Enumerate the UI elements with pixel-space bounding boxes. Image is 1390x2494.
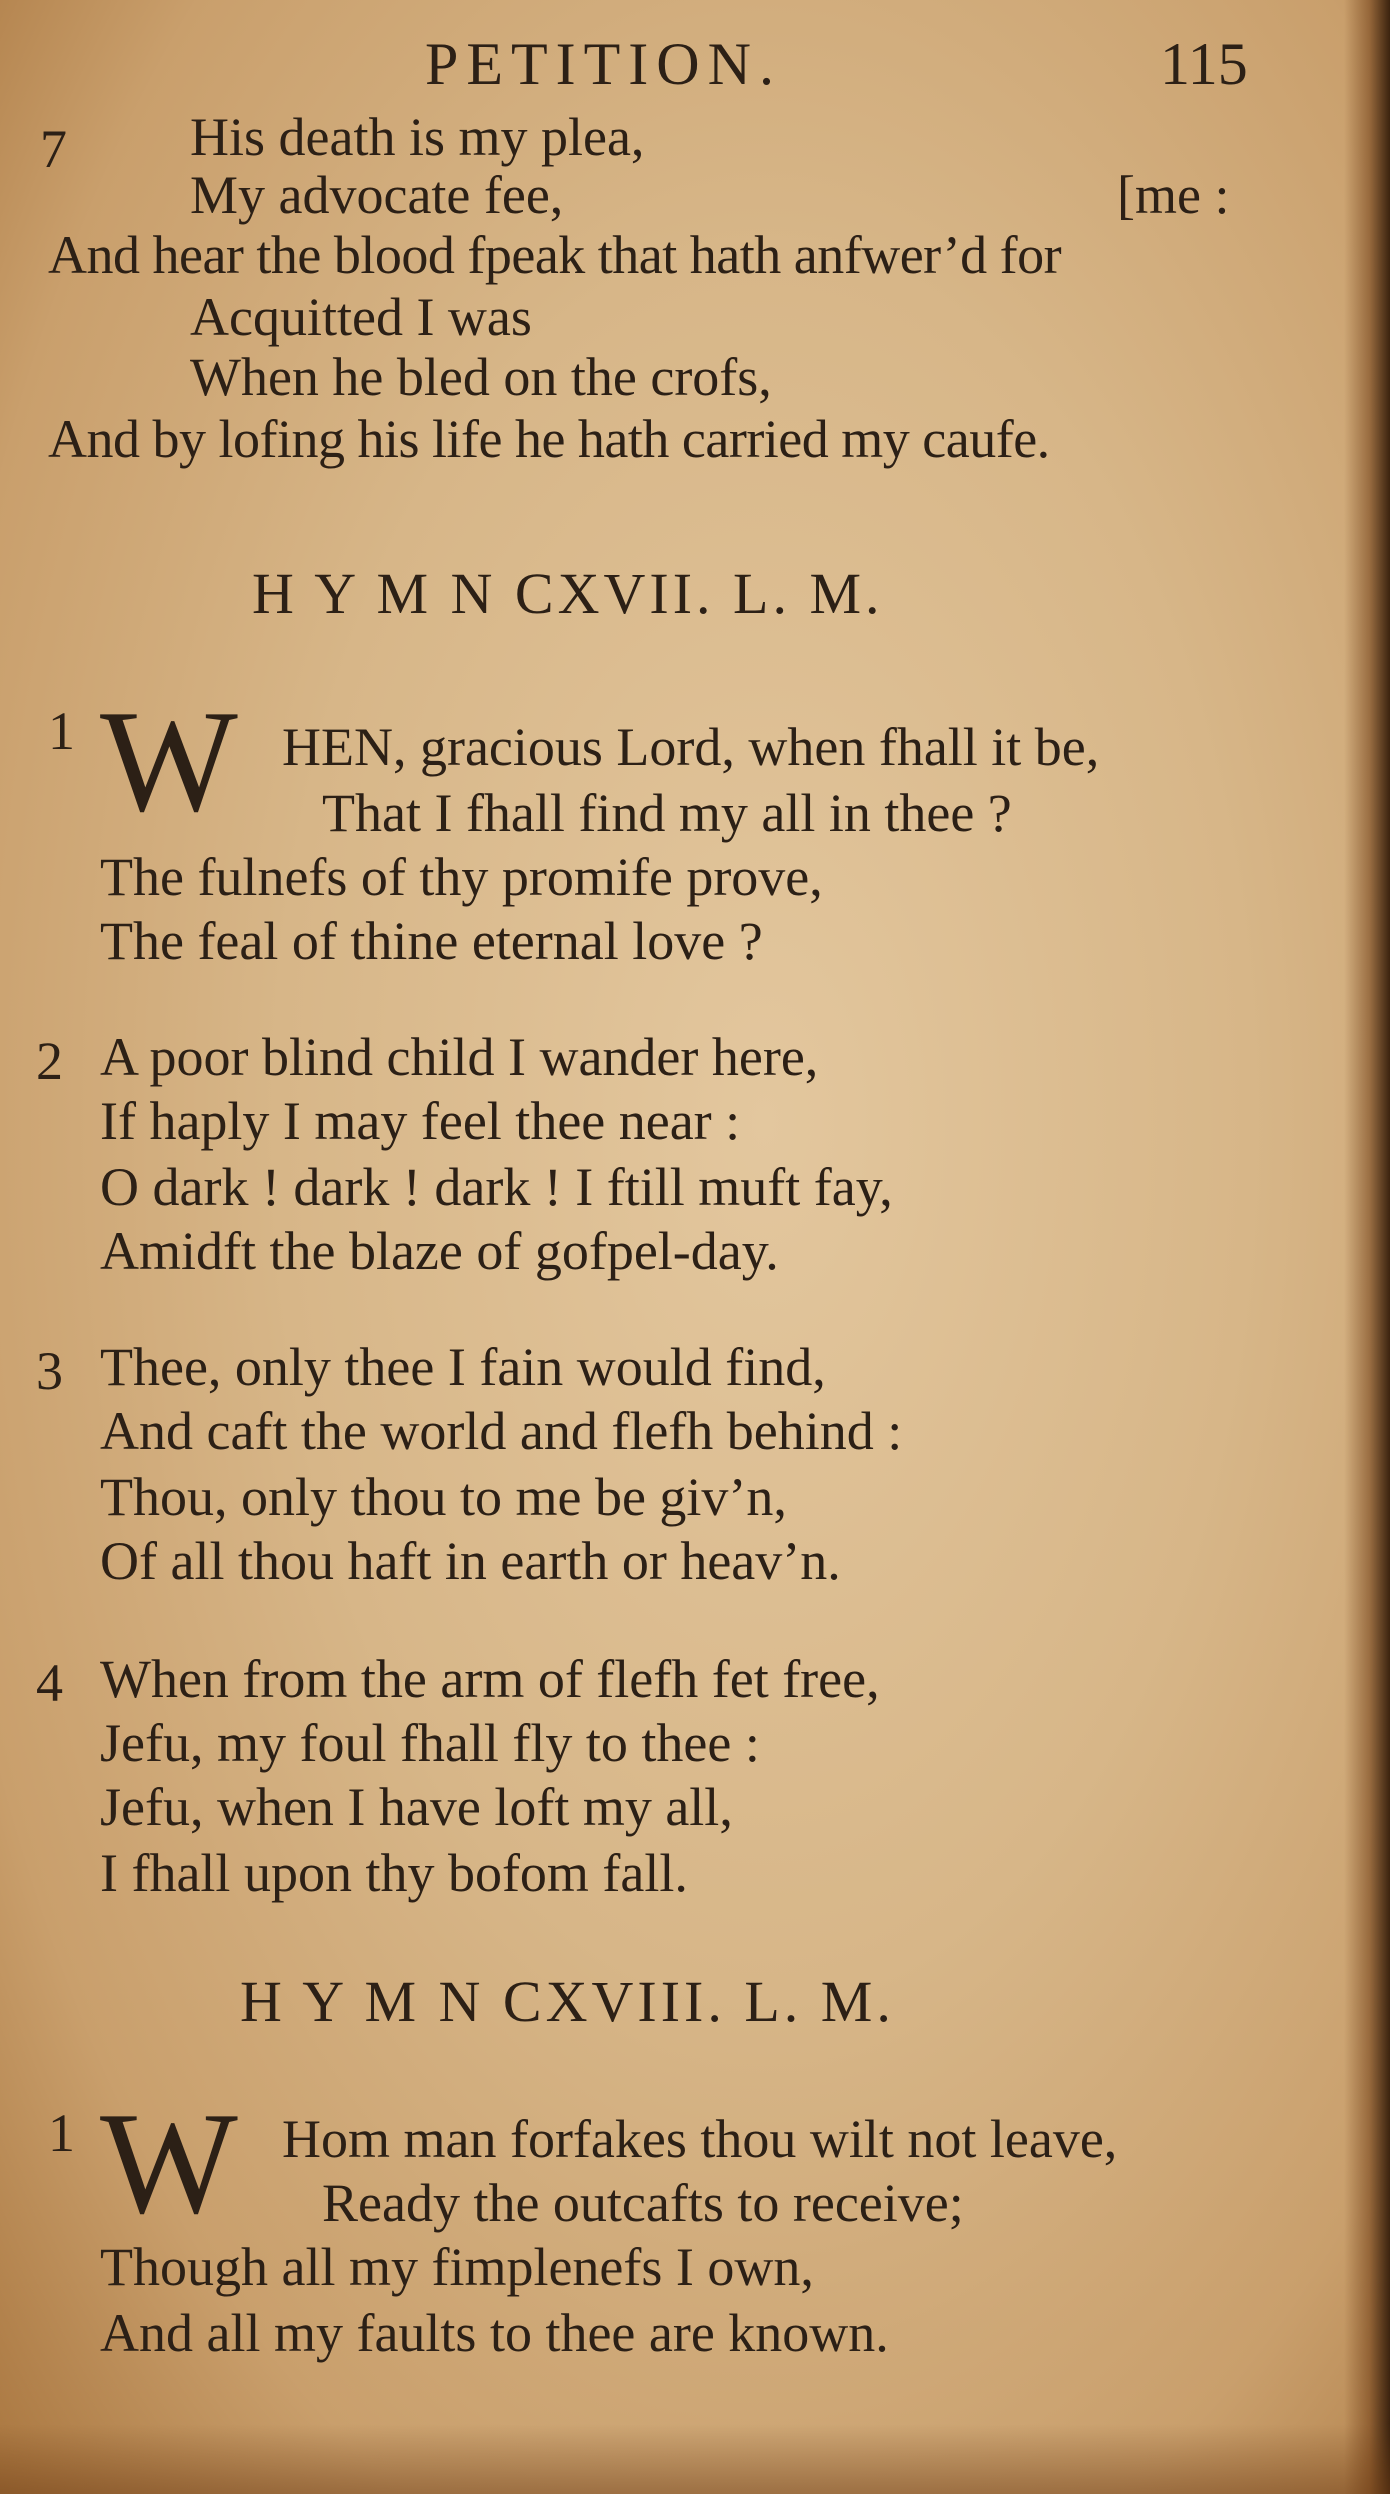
verse-line: Hom man forfakes thou wilt not leave, <box>282 2109 1118 2169</box>
verse-line: Acquitted I was <box>190 287 532 347</box>
verse-line: If haply I may feel thee near : <box>100 1091 741 1151</box>
verse-number: 7 <box>40 119 67 179</box>
verse-line: Jefu, when I have loft my all, <box>100 1777 733 1837</box>
running-head: PETITION. <box>425 31 782 97</box>
verse-line-turnover: [me : <box>1117 165 1230 225</box>
verse-line: When from the arm of flefh fet free, <box>100 1649 880 1709</box>
drop-cap: W <box>100 680 238 842</box>
verse-number: 2 <box>36 1031 63 1091</box>
verse-line: I fhall upon thy bofom fall. <box>100 1843 688 1903</box>
verse-line: My advocate fee, <box>190 165 564 225</box>
verse-line: Thou, only thou to me be giv’n, <box>100 1467 787 1527</box>
verse-line: Though all my fimplenefs I own, <box>100 2237 814 2297</box>
drop-cap: W <box>100 2082 238 2244</box>
verse-line: The fulnefs of thy promife prove, <box>100 847 823 907</box>
verse-line: A poor blind child I wander here, <box>100 1027 819 1087</box>
verse-line: Jefu, my foul fhall fly to thee : <box>100 1713 760 1773</box>
verse-line: Amidft the blaze of gofpel-day. <box>100 1221 779 1281</box>
verse-number: 1 <box>48 2103 75 2163</box>
hymn-title: H Y M N CXVII. L. M. <box>252 561 884 626</box>
verse-line: His death is my plea, <box>190 107 645 167</box>
verse-line: And caft the world and flefh behind : <box>100 1401 903 1461</box>
verse-line: Ready the outcafts to receive; <box>322 2173 964 2233</box>
page-edge-shadow <box>1344 0 1390 2494</box>
verse-line: And by lofing his life he hath carried my caufe. <box>48 409 1050 469</box>
verse-line: When he bled on the crofs, <box>190 347 772 407</box>
verse-line: That I fhall find my all in thee ? <box>322 783 1012 843</box>
verse-line: Thee, only thee I fain would find, <box>100 1337 826 1397</box>
verse-line: HEN, gracious Lord, when fhall it be, <box>282 717 1100 777</box>
page-number: 115 <box>1160 31 1248 97</box>
verse-line: And all my faults to thee are known. <box>100 2303 889 2363</box>
verse-line: And hear the blood fpeak that hath anfwer’d for <box>48 225 1062 285</box>
hymn-title: H Y M N CXVIII. L. M. <box>240 1969 895 2034</box>
verse-number: 3 <box>36 1341 63 1401</box>
verse-number: 1 <box>48 701 75 761</box>
page-bottom-shadow <box>0 2424 1390 2494</box>
verse-number: 4 <box>36 1653 63 1713</box>
verse-line: The feal of thine eternal love ? <box>100 911 763 971</box>
verse-line: O dark ! dark ! dark ! I ftill muft fay, <box>100 1157 893 1217</box>
verse-line: Of all thou haft in earth or heav’n. <box>100 1531 841 1591</box>
